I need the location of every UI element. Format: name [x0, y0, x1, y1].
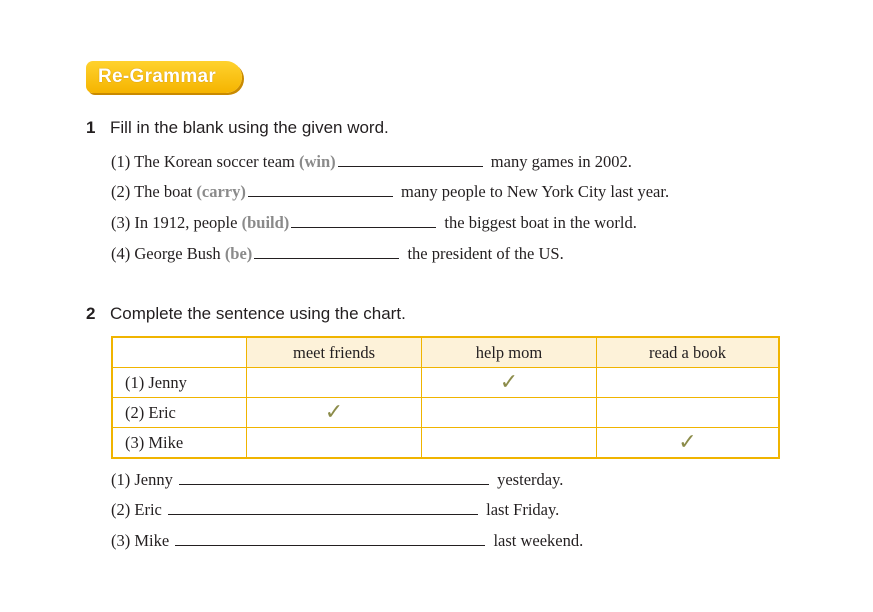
hint-word: (carry) [196, 182, 246, 201]
chart-cell [247, 398, 422, 428]
sentence-prefix: (2) Eric [111, 500, 162, 519]
exercise-2-sentence-2 [111, 499, 559, 521]
chart-row [112, 398, 779, 428]
chart-row [112, 368, 779, 398]
chart-cell [597, 428, 780, 459]
hint-word: (build) [241, 213, 290, 232]
section-1-number: 1 [86, 118, 96, 137]
chart-corner-cell [112, 337, 247, 368]
answer-blank[interactable] [248, 181, 393, 197]
section-1-title: Fill in the blank using the given word. [110, 118, 389, 137]
chart-cell [597, 368, 780, 398]
check-mark-icon: ✓ [678, 429, 697, 455]
section-2-title: Complete the sentence using the chart. [110, 304, 406, 323]
exercise-1-item-4 [111, 243, 564, 265]
section-2-number: 2 [86, 304, 96, 323]
answer-blank[interactable] [338, 151, 483, 167]
row-name: (3) Mike [112, 428, 247, 459]
exercise-2-sentence-1 [111, 469, 563, 491]
sentence-prefix: (1) Jenny [111, 470, 173, 489]
item-suffix: many games in 2002. [490, 152, 632, 171]
sentence-suffix: yesterday. [497, 470, 564, 489]
answer-blank[interactable] [291, 212, 436, 228]
chart-header-row [112, 337, 779, 368]
exercise-1-item-1 [111, 151, 632, 173]
chart-cell [597, 398, 780, 428]
column-header: meet friends [247, 337, 422, 368]
sentence-suffix: last Friday. [486, 500, 560, 519]
section-2-heading [86, 304, 406, 324]
section-banner: Re-Grammar [86, 61, 242, 93]
answer-blank[interactable] [175, 530, 485, 546]
answer-blank[interactable] [168, 499, 478, 515]
chart-cell [422, 398, 597, 428]
column-header: help mom [422, 337, 597, 368]
chart-cell [247, 428, 422, 459]
chart-row [112, 428, 779, 459]
item-prefix: (4) George Bush [111, 244, 221, 263]
item-prefix: (1) The Korean soccer team [111, 152, 295, 171]
section-1-heading [86, 118, 389, 138]
chart-cell [247, 368, 422, 398]
sentence-suffix: last weekend. [493, 531, 584, 550]
chart-cell [422, 428, 597, 459]
row-name: (2) Eric [112, 398, 247, 428]
sentence-prefix: (3) Mike [111, 531, 170, 550]
exercise-1-item-2 [111, 181, 669, 203]
hint-word: (win) [298, 152, 336, 171]
exercise-1-item-3 [111, 212, 637, 234]
row-name: (1) Jenny [112, 368, 247, 398]
check-mark-icon: ✓ [499, 369, 519, 395]
item-suffix: many people to New York City last year. [400, 182, 670, 201]
item-suffix: the biggest boat in the world. [444, 213, 637, 232]
item-suffix: the president of the US. [407, 244, 564, 263]
hint-word: (be) [224, 244, 253, 263]
check-mark-icon: ✓ [324, 399, 344, 425]
exercise-2-sentence-3 [111, 530, 583, 552]
activity-chart [111, 336, 780, 459]
answer-blank[interactable] [179, 469, 489, 485]
column-header: read a book [597, 337, 780, 368]
item-prefix: (2) The boat [111, 182, 193, 201]
item-prefix: (3) In 1912, people [111, 213, 238, 232]
chart-cell [422, 368, 597, 398]
answer-blank[interactable] [254, 243, 399, 259]
